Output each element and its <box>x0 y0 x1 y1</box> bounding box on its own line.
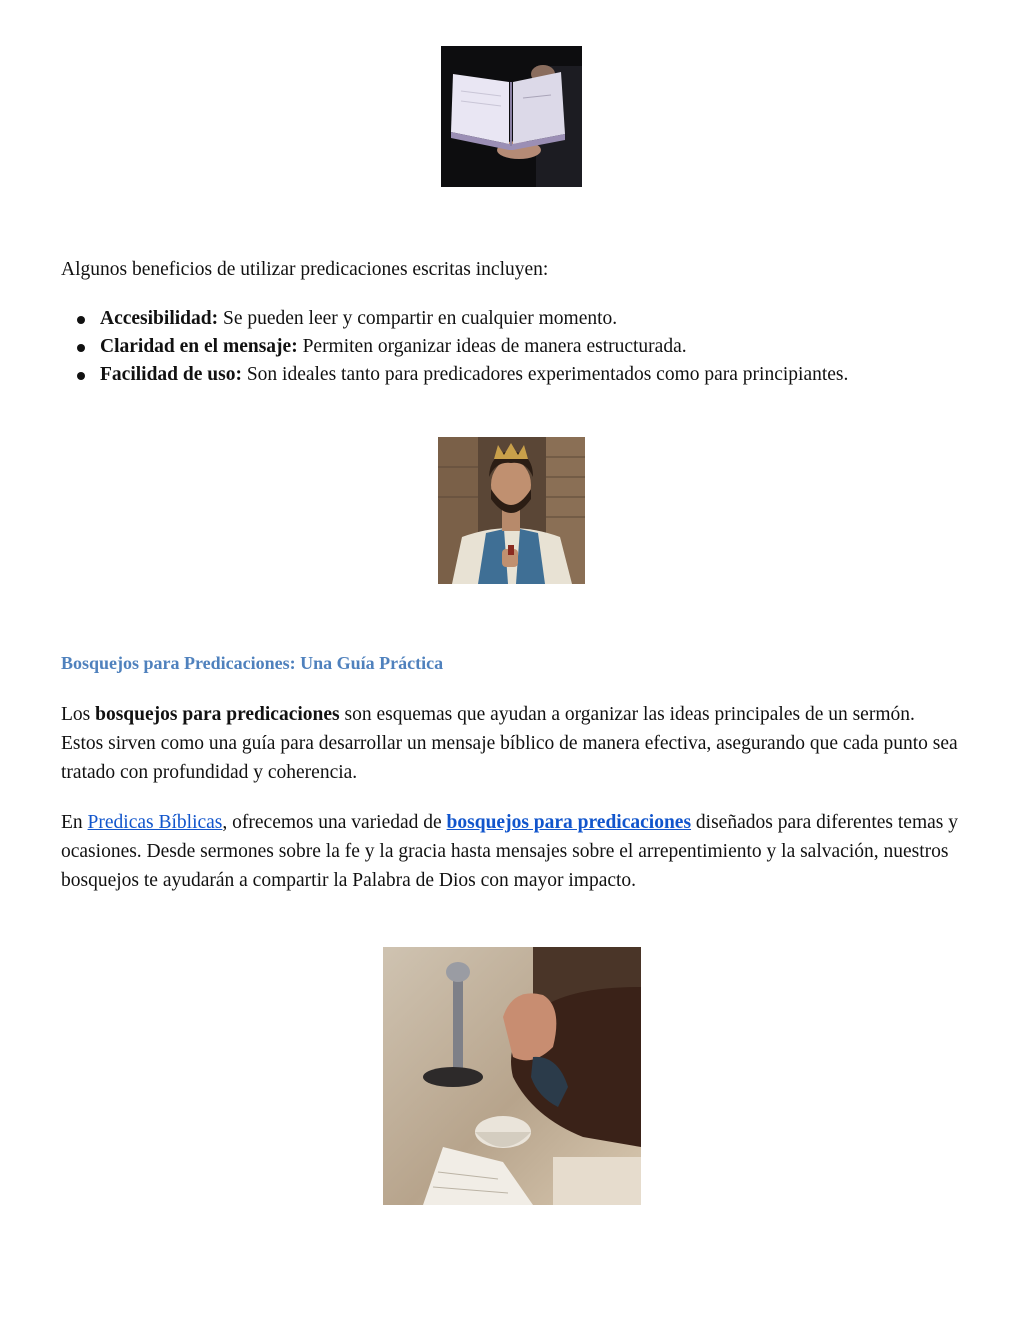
benefit-text: Permiten organizar ideas de manera estructurada. <box>297 336 687 357</box>
paragraph-bosquejos-definition <box>61 700 961 787</box>
benefit-term: Facilidad de uso: <box>100 364 242 385</box>
intro-paragraph: Algunos beneficios de utilizar predicaciones escritas incluyen: <box>61 259 549 280</box>
paragraph-predicas-biblicas <box>61 808 961 895</box>
text-span: En <box>61 812 88 833</box>
list-item <box>100 361 960 389</box>
benefit-term: Claridad en el mensaje: <box>100 336 298 357</box>
text-span: Los <box>61 704 96 725</box>
crowned-man-portrait <box>438 437 585 584</box>
text-span: son esquemas que ayudan a organizar las ideas principales de un sermón. Estos sirven como una guía para desarrollar un mensaje bíblico de manera efectiva, asegurando que cada punto sea tratado con profundidad y coherencia. <box>61 704 958 783</box>
benefits-list <box>61 305 960 389</box>
praying-hands-photo <box>383 947 641 1205</box>
list-item <box>100 305 960 333</box>
benefit-text: Se pueden leer y compartir en cualquier momento. <box>218 308 618 329</box>
section-heading: Bosquejos para Predicaciones: Una Guía Práctica <box>61 653 444 673</box>
text-span: , ofrecemos una variedad de <box>222 812 447 833</box>
benefit-text: Son ideales tanto para predicadores experimentados como para principiantes. <box>241 364 849 385</box>
open-bible-photo <box>441 46 582 187</box>
benefit-term: Accesibilidad: <box>100 308 219 329</box>
bosquejos-link[interactable]: bosquejos para predicaciones <box>446 812 692 833</box>
list-item <box>100 333 960 361</box>
predicas-biblicas-link[interactable]: Predicas Bíblicas <box>87 812 223 833</box>
bold-term: bosquejos para predicaciones <box>95 704 340 725</box>
text-span: diseñados para diferentes temas y ocasiones. Desde sermones sobre la fe y la gracia hasta mensajes sobre el arrepentimiento y la salvación, nuestros bosquejos te ayudarán a compartir la Palabra de Dios con mayor impacto. <box>61 812 958 891</box>
